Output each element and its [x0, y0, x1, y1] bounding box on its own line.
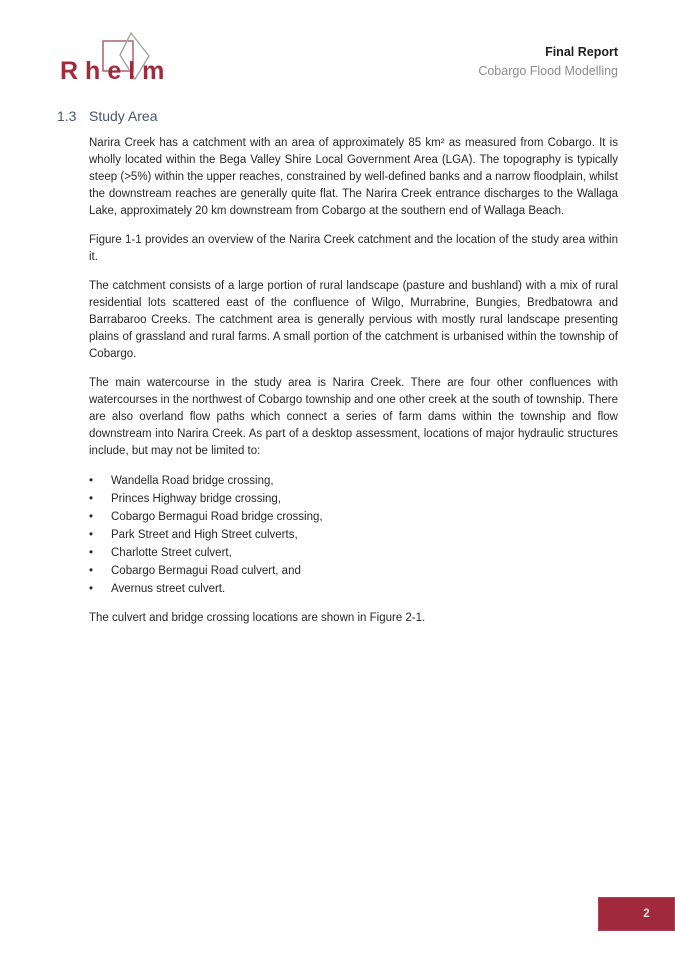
paragraph-catchment-overview: Narira Creek has a catchment with an area of approximately 85 km² as measured from Cobargo. It is wholly located within the Bega Valley Shire Local Government Area (LGA). The topography is typically steep (>5%) within the upper reaches, constrained by well-defined banks and a narrow floodplain, whilst the downstream reaches are generally quite flat. The Narira Creek entrance discharges to the Wallaga Lake, approximately 20 km downstream from Cobargo at the southern end of Wallaga Beach.	[89, 137, 618, 217]
bullet-icon: •	[89, 493, 94, 505]
list-item	[89, 472, 618, 490]
list-item	[89, 562, 618, 580]
bullet-icon: •	[89, 583, 94, 595]
paragraph-catchment-landuse: The catchment consists of a large portion of rural landscape (pasture and bushland) with a mix of rural residential lots scattered east of the confluence of Wilgo, Murrabrine, Bungies, Bredbatowra and Barrabaroo Creeks. The catchment area is generally pervious with mostly rural landscape presenting plains of grassland and rural farms. A small portion of the catchment is urbanised within the township of Cobargo.	[89, 280, 618, 360]
list-item	[89, 544, 618, 562]
page-number: 2	[643, 908, 650, 920]
bullet-icon: •	[89, 511, 94, 523]
page-number-badge	[598, 897, 675, 931]
section-text	[89, 135, 618, 627]
document-body	[57, 106, 618, 627]
report-subtitle: Cobargo Flood Modelling	[478, 64, 618, 78]
list-item-text: Princes Highway bridge crossing,	[111, 493, 282, 505]
bullet-icon: •	[89, 475, 94, 487]
list-item	[89, 526, 618, 544]
list-item	[89, 490, 618, 508]
list-item-text: Avernus street culvert.	[111, 583, 226, 595]
hydraulic-structures-list	[89, 472, 618, 598]
rhelm-logo	[57, 26, 197, 84]
list-item-text: Cobargo Bermagui Road bridge crossing,	[111, 511, 323, 523]
paragraph-watercourses: The main watercourse in the study area is Narira Creek. There are four other confluences with watercourses in the northwest of Cobargo township and one other creek at the south of township. There are also overland flow paths which connect a series of farm dams within the township and flow downstream into Narira Creek. As part of a desktop assessment, locations of major hydraulic structures include, but may not be limited to:	[89, 377, 618, 457]
header-report-info	[478, 43, 618, 81]
list-item-text: Park Street and High Street culverts,	[111, 529, 298, 541]
list-item-text: Wandella Road bridge crossing,	[111, 475, 274, 487]
list-item-text: Charlotte Street culvert,	[111, 547, 232, 559]
logo-text: Rhelm	[60, 57, 172, 85]
report-title: Final Report	[545, 45, 618, 59]
section-number: 1.3	[57, 108, 77, 124]
bullet-icon: •	[89, 529, 94, 541]
section-heading	[57, 106, 618, 126]
list-item	[89, 580, 618, 598]
paragraph-figure-2-1-reference: The culvert and bridge crossing locations are shown in Figure 2-1.	[89, 612, 426, 624]
list-item-text: Cobargo Bermagui Road culvert, and	[111, 565, 301, 577]
section-title: Study Area	[89, 108, 158, 124]
bullet-icon: •	[89, 565, 94, 577]
bullet-icon: •	[89, 547, 94, 559]
list-item	[89, 508, 618, 526]
paragraph-figure-1-1-reference: Figure 1-1 provides an overview of the Narira Creek catchment and the location of the study area within it.	[89, 234, 618, 263]
